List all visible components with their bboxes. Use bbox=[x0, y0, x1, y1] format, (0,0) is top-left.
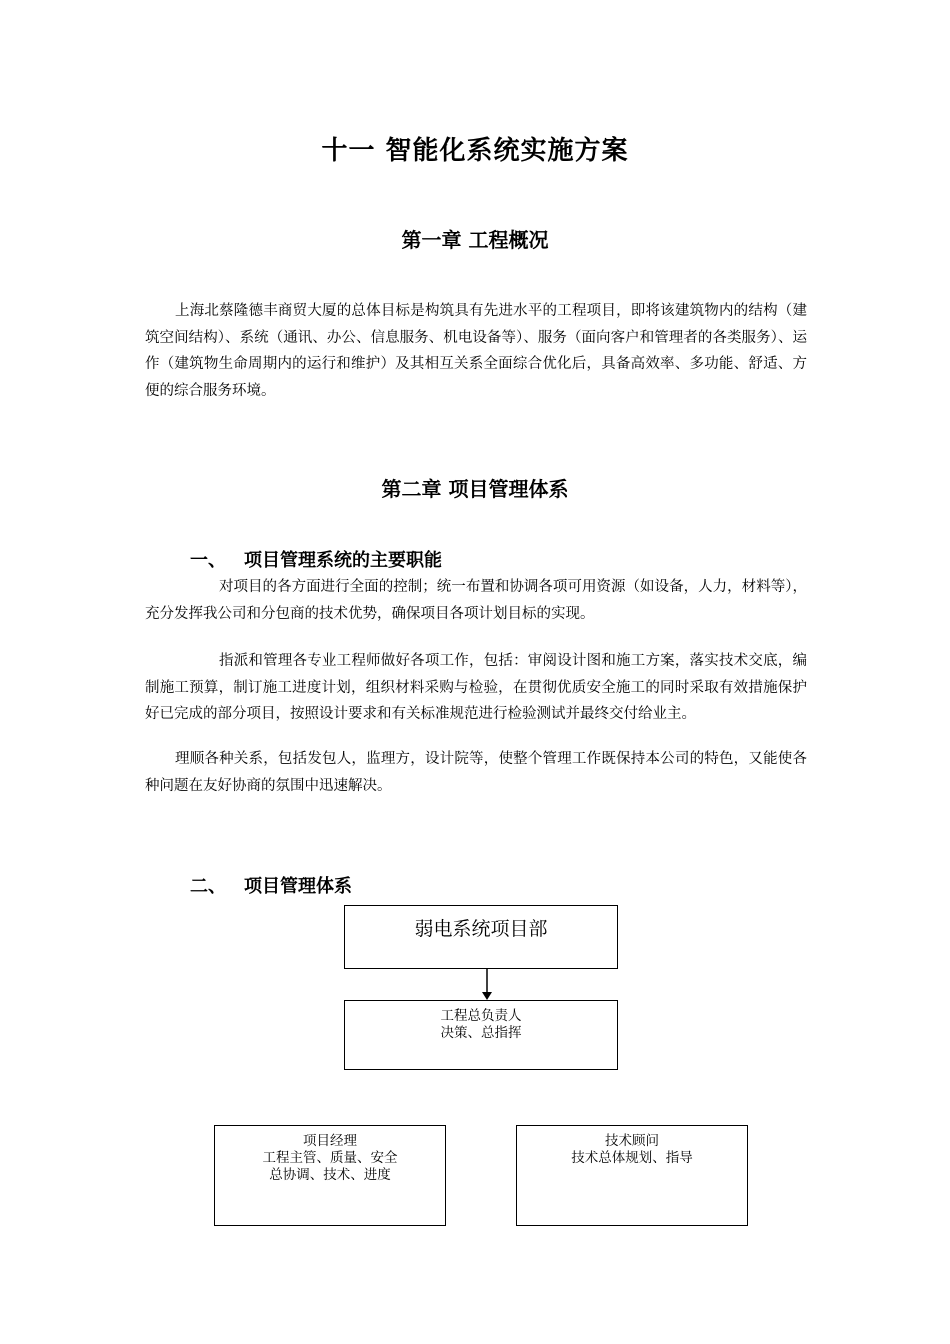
section-1-paragraph-3: 理顺各种关系，包括发包人，监理方，设计院等，使整个管理工作既保持本公司的特色，又能使各种问题在友好协商的氛围中迅速解决。 bbox=[145, 751, 807, 794]
org-pm-duty-1: 工程主管、质量、安全 bbox=[262, 1150, 398, 1166]
section-2-title: 项目管理体系 bbox=[244, 876, 352, 897]
org-manager-duty: 决策、总指挥 bbox=[440, 1025, 522, 1041]
chapter-2-heading: 第二章 项目管理体系 bbox=[381, 477, 569, 501]
org-pm-duty-2: 总协调、技术、进度 bbox=[269, 1167, 391, 1183]
section-1-paragraph-1: 对项目的各方面进行全面的控制；统一布置和协调各项可用资源（如设备，人力，材料等），充分发挥我公司和分包商的技术优势，确保项目各项计划目标的实现。 bbox=[145, 579, 807, 622]
org-top-label: 弱电系统项目部 bbox=[414, 918, 548, 940]
section-2-number: 二、 bbox=[190, 876, 226, 897]
org-advisor-duty: 技术总体规划、指导 bbox=[571, 1150, 693, 1166]
org-advisor-title: 技术顾问 bbox=[605, 1133, 659, 1149]
org-advisor-box bbox=[516, 1125, 748, 1226]
section-2-heading bbox=[190, 872, 352, 898]
section-1-paragraph-2: 指派和管理各专业工程师做好各项工作，包括：审阅设计图和施工方案，落实技术交底，编制施工预算，制订施工进度计划，组织材料采购与检验，在贯彻优质安全施工的同时采取有效措施保护好已完成的部分项目，按照设计要求和有关标准规范进行检验测试并最终交付给业主。 bbox=[145, 653, 807, 722]
section-1-heading bbox=[190, 546, 442, 572]
section-1-number: 一、 bbox=[190, 550, 226, 571]
org-manager-title: 工程总负责人 bbox=[440, 1008, 522, 1024]
chapter-1-heading: 第一章 工程概况 bbox=[401, 228, 549, 252]
org-pm-title: 项目经理 bbox=[303, 1133, 357, 1149]
org-manager-box bbox=[344, 1000, 618, 1070]
page-title: 十一 智能化系统实施方案 bbox=[321, 136, 629, 166]
org-connector-arrow bbox=[476, 968, 498, 1002]
section-1-title: 项目管理系统的主要职能 bbox=[244, 550, 442, 571]
org-top-box bbox=[344, 905, 618, 969]
chapter-1-paragraph: 上海北蔡隆德丰商贸大厦的总体目标是构筑具有先进水平的工程项目，即将该建筑物内的结构（建筑空间结构）、系统（通讯、办公、信息服务、机电设备等）、服务（面向客户和管理者的各类服务）、运作（建筑物生命周期内的运行和维护）及其相互关系全面综合优化后，具备高效率、多功能、舒适、方便的综合服务环境。 bbox=[145, 303, 807, 399]
org-pm-box bbox=[214, 1125, 446, 1226]
